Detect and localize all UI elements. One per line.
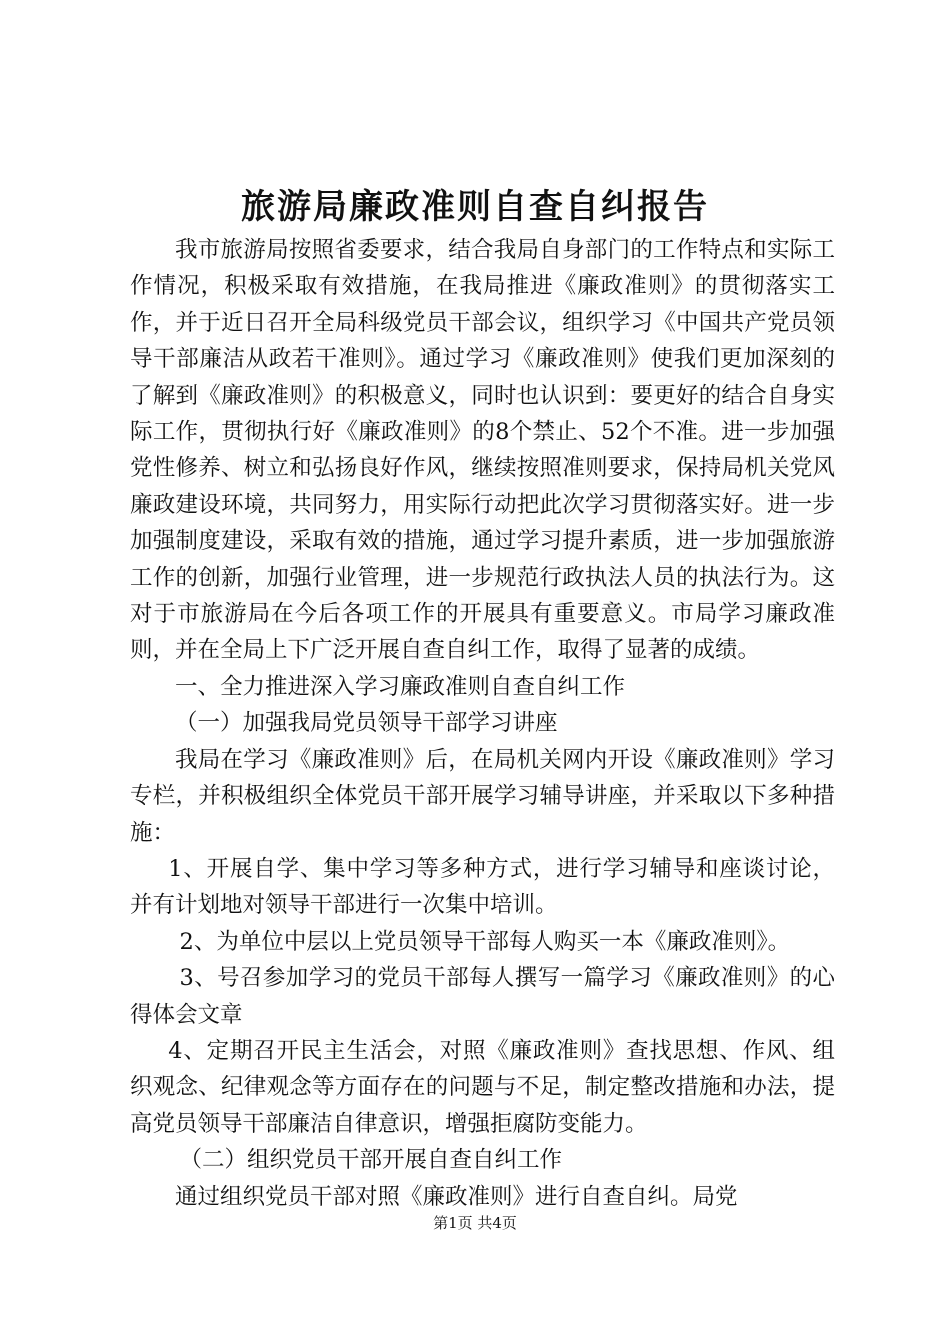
list-item-1: 1、开展自学、集中学习等多种方式，进行学习辅导和座谈讨论，并有计划地对领导干部进行一次集中培训。 (130, 855, 835, 919)
section-heading-1: 一、全力推进深入学习廉政准则自查自纠工作 (175, 673, 626, 700)
page-footer: 第1页 共4页 (433, 1214, 517, 1232)
subsection-heading-1: （一）加强我局党员领导干部学习讲座 (175, 710, 558, 737)
list-item-3: 3、号召参加学习的党员干部每人撰写一篇学习《廉政准则》的心得体会文章 (130, 965, 835, 1028)
document-title: 旅游局廉政准则自查自纠报告 (241, 187, 709, 227)
paragraph-self-check: 通过组织党员干部对照《廉政准则》进行自查自纠。局党 (175, 1183, 738, 1210)
paragraph-intro: 我市旅游局按照省委要求，结合我局自身部门的工作特点和实际工作情况，积极采取有效措施，在我局推进《廉政准则》的贯彻落实工作，并于近日召开全局科级党员干部会议，组织学习《中国共产党员领导干部廉洁从政若干准则》。通过学习《廉政准则》使我们更加深刻的了解到《廉政准则》的积极意义，同时也认识到：要更好的结合自身实际工作，贯彻执行好《廉政准则》的8个禁止、52个不准。进一步加强党性修养、树立和弘扬良好作风，继续按照准则要求，保持局机关党风廉政建设环境，共同努力，用实际行动把此次学习贯彻落实好。进一步加强制度建设，采取有效的措施，通过学习提升素质，进一步加强旅游工作的创新，加强行业管理，进一步规范行政执法人员的执法行为。这对于市旅游局在今后各项工作的开展具有重要意义。市局学习廉政准则，并在全局上下广泛开展自查自纠工作，取得了显著的成绩。 (130, 237, 835, 664)
document-body (130, 232, 835, 1215)
list-item-2: 2、为单位中层以上党员领导干部每人购买一本《廉政准则》。 (179, 928, 791, 955)
subsection-heading-2: （二）组织党员干部开展自查自纠工作 (179, 1147, 563, 1174)
list-item-4: 4、定期召开民主生活会，对照《廉政准则》查找思想、作风、组织观念、纪律观念等方面存在的问题与不足，制定整改措施和办法，提高党员领导干部廉洁自律意识，增强拒腐防变能力。 (130, 1037, 835, 1137)
paragraph-measures: 我局在学习《廉政准则》后，在局机关网内开设《廉政准则》学习专栏，并积极组织全体党员干部开展学习辅导讲座，并采取以下多种措施： (130, 746, 835, 846)
